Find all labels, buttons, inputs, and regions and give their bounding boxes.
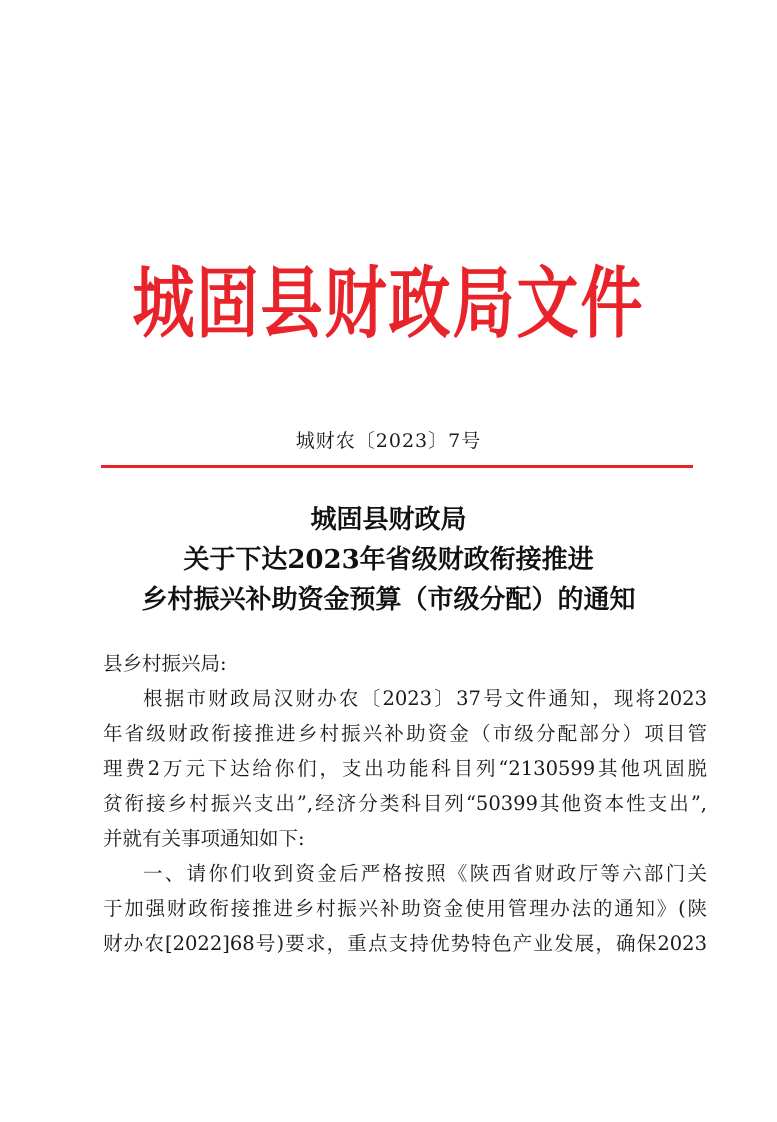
paragraph-line: 并就有关事项通知如下: [103,827,305,850]
paragraph-line: 贫衔接乡村振兴支出”,经济分类科目列“50399其他资本性支出”, [103,792,707,815]
title-line: 关于下达2023年省级财政衔接推进 [183,545,594,575]
salutation: 县乡村振兴局: [103,652,227,675]
paragraph-line: 理费2万元下达给你们，支出功能科目列“2130599其他巩固脱 [103,757,707,780]
paragraph-line: 一、请你们收到资金后严格按照《陕西省财政厅等六部门关 [143,862,707,885]
notice-body [103,646,707,961]
paragraph-line: 于加强财政衔接推进乡村振兴补助资金使用管理办法的通知》(陕 [103,897,707,920]
masthead-title: 城固县财政局文件 [132,257,645,349]
document-number: 城财农〔2023〕7号 [295,430,482,452]
red-divider-line [101,465,693,468]
paragraph-line: 根据市财政局汉财办农〔2023〕37号文件通知，现将2023 [143,687,707,710]
title-line: 乡村振兴补助资金预算（市级分配）的通知 [141,585,636,615]
paragraph-line: 财办农[2022]68号)要求，重点支持优势特色产业发展，确保2023 [103,932,707,955]
paragraph-line: 年省级财政衔接推进乡村振兴补助资金（市级分配部分）项目管 [103,722,707,745]
notice-title [0,500,777,620]
title-line: 城固县财政局 [310,505,467,535]
